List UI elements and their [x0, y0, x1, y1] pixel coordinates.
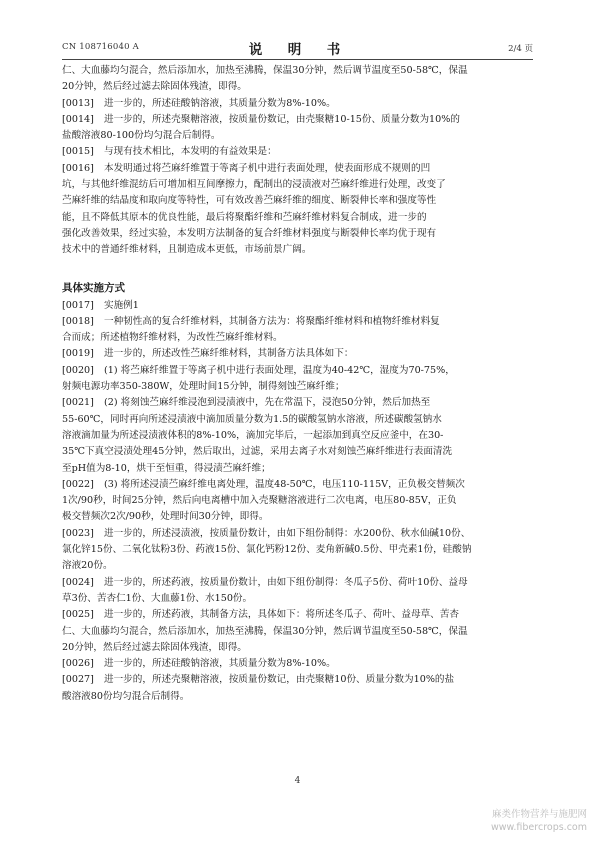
paragraph-number: [0020]: [62, 364, 94, 376]
text-line: 仁、大血藤均匀混合，然后添加水，加热至沸腾，保温30分钟，然后调节温度至50-58℃，保温: [62, 65, 468, 76]
paragraph-line: [62, 624, 533, 640]
paragraph-text: 实施例1: [104, 299, 139, 311]
paragraph-line: [62, 226, 533, 242]
paragraph-number: [0025]: [62, 609, 94, 621]
paragraph: [62, 96, 533, 112]
paragraph-text: 技术中的普通纤维材料，且制造成本更低，市场前景广阔。: [62, 244, 312, 256]
paragraph-text: 合而成；所述植物纤维材料，为改性苎麻纤维材料。: [62, 332, 283, 344]
paragraph-number: [0021]: [62, 397, 94, 409]
paragraph-line: [62, 412, 533, 428]
paragraph-text: 进一步的，所述壳聚糖溶液，按质量份数记，由壳聚糖10份、质量分数为10%的盐: [104, 674, 455, 686]
paragraph-number: [0016]: [62, 162, 94, 174]
paragraph-line: [62, 242, 533, 258]
paragraph-number: [0026]: [62, 658, 94, 670]
paragraph-line: [62, 607, 533, 623]
paragraph-number: [0015]: [62, 146, 94, 158]
paragraph-group-a: [62, 96, 533, 259]
paragraph-line: [62, 526, 533, 542]
paragraph-text: 1次/90秒，时间25分钟，然后向电离槽中加入壳聚糖溶液进行二次电离，电压80-85V，正负: [62, 495, 457, 507]
paragraph-number: [0027]: [62, 674, 94, 686]
paragraph: [62, 607, 533, 656]
paragraph: [62, 144, 533, 160]
paragraph-line: [62, 493, 533, 509]
paragraph-line: [62, 575, 533, 591]
paragraph-line: [62, 656, 533, 672]
paragraph-text: 射频电源功率350-380W，处理时间15分钟，制得刻蚀苎麻纤维；: [62, 381, 345, 393]
paragraph-line: [62, 177, 533, 193]
paragraph-text: 草3份、苦杏仁1份、大血藤1份、水150份。: [62, 592, 253, 604]
paragraph-line: [62, 461, 533, 477]
paragraph: [62, 395, 533, 476]
paragraph: [62, 363, 533, 396]
paragraph-number: [0018]: [62, 315, 94, 327]
paragraph-text: 20分钟，然后经过滤去除固体残渣，即得。: [62, 641, 247, 653]
paragraph-text: 进一步的，所述壳聚糖溶液，按质量份数记，由壳聚糖10-15份、质量分数为10%的: [104, 113, 460, 125]
paragraph-line: [62, 298, 533, 314]
paragraph-line: [62, 672, 533, 688]
paragraph: [62, 526, 533, 575]
paragraph-number: [0019]: [62, 348, 94, 360]
paragraph-line: [62, 96, 533, 112]
paragraph-line: [62, 363, 533, 379]
paragraph-text: 溶液20份。: [62, 560, 113, 572]
paragraph-text: 坑，与其他纤维混纺后可增加相互间摩擦力，配制出的浸渍液对苎麻纤维进行处理，改变了: [62, 179, 446, 191]
paragraph: [62, 575, 533, 608]
paragraph-number: [0014]: [62, 113, 94, 125]
paragraph-line: [62, 112, 533, 128]
paragraph-text: 进一步的，所述改性苎麻纤维材料，其制备方法具体如下：: [104, 348, 354, 360]
page-header: [62, 38, 533, 58]
paragraph-text: 氯化锌15份、二氧化钛粉3份、药液15份、氯化钙粉12份、麦角新碱0.5份、甲壳素1份，硅酸钠: [62, 544, 472, 556]
paragraph-text: 仁、大血藤均匀混合，然后添加水，加热至沸腾，保温30分钟，然后调节温度至50-58℃，保温: [62, 625, 468, 637]
paragraph-number: [0017]: [62, 299, 94, 311]
paragraph: [62, 161, 533, 259]
paragraph-text: 进一步的，所述药液，按质量份数计，由如下组份制得：冬瓜子5份、荷叶10份、益母: [104, 576, 468, 588]
paragraph-text: 进一步的，所述药液，其制备方法，具体如下：将所述冬瓜子、荷叶、益母草、苦杏: [104, 609, 459, 621]
paragraph-text: (2) 将刻蚀苎麻纤维浸泡到浸渍液中，先在常温下，浸泡50分钟，然后加热至: [104, 397, 431, 409]
paragraph-line: [62, 379, 533, 395]
paragraph-text: 极交替频次2次/90秒，处理时间30分钟，即得。: [62, 511, 269, 523]
paragraph-text: 35℃下真空浸渍处理45分钟，然后取出，过滤，采用去离子水对刻蚀苎麻纤维进行表面清洗: [62, 446, 453, 458]
patent-number: CN 108716040 A: [62, 42, 139, 52]
paragraph-line: [62, 558, 533, 574]
paragraph-line: [62, 210, 533, 226]
continued-text: [62, 63, 533, 96]
paragraph-line: [62, 144, 533, 160]
section-spacer: [62, 259, 533, 275]
document-body: [62, 63, 533, 705]
paragraph-number: [0013]: [62, 97, 94, 109]
paragraph-line: [62, 477, 533, 493]
paragraph-number: [0022]: [62, 478, 94, 490]
paragraph-text: 溶液滴加量为所述浸渍液体积的8%-10%，滴加完毕后，一起添加到真空反应釜中，在30-: [62, 429, 444, 441]
paragraph-line: [62, 591, 533, 607]
paragraph-line: [62, 444, 533, 460]
paragraph: [62, 477, 533, 526]
paragraph: [62, 112, 533, 145]
paragraph-line: [62, 128, 533, 144]
paragraph-text: 盐酸溶液80-100份均匀混合后制得。: [62, 130, 221, 142]
paragraph-line: [62, 346, 533, 362]
paragraph: [62, 672, 533, 705]
document-title: 说 明 书: [248, 42, 347, 58]
paragraph-line: [62, 161, 533, 177]
paragraph-text: 苎麻纤维的结晶度和取向度等特性，可有效改善苎麻纤维的细度、断裂伸长率和强度等性: [62, 195, 437, 207]
paragraph-text: 进一步的，所述浸渍液，按质量份数计，由如下组份制得：水200份、秋水仙碱10份、: [104, 527, 471, 539]
paragraph-text: 与现有技术相比，本发明的有益效果是：: [104, 146, 277, 158]
paragraph-text: 酸溶液80份均匀混合后制得。: [62, 690, 190, 702]
paragraph: [62, 346, 533, 362]
paragraph-line: [62, 542, 533, 558]
paragraph-text: (1) 将苎麻纤维置于等离子机中进行表面处理，温度为40-42℃，湿度为70-75%，: [104, 364, 455, 376]
paragraph: [62, 656, 533, 672]
paragraph-number: [0023]: [62, 527, 94, 539]
paragraph-line: [62, 314, 533, 330]
paragraph-number: [0024]: [62, 576, 94, 588]
paragraph-text: 进一步的，所述硅酸钠溶液，其质量分数为8%-10%。: [104, 97, 336, 109]
paragraph-group-b: [62, 298, 533, 705]
paragraph-text: 进一步的，所述硅酸钠溶液，其质量分数为8%-10%。: [104, 658, 336, 670]
paragraph: [62, 314, 533, 347]
watermark-line-2: www.fibercrops.com: [490, 822, 587, 833]
paragraph-line: [62, 330, 533, 346]
paragraph-line: [62, 640, 533, 656]
paragraph-line: [62, 395, 533, 411]
paragraph-line: [62, 509, 533, 525]
text-line: 20分钟，然后经过滤去除固体残渣，即得。: [62, 81, 247, 93]
paragraph-line: [62, 689, 533, 705]
watermark: [491, 808, 587, 834]
paragraph-text: 一种韧性高的复合纤维材料，其制备方法为：将聚酯纤维材料和植物纤维材料复: [104, 315, 440, 327]
header-divider: [62, 59, 533, 60]
paragraph-line: [62, 193, 533, 209]
page-number: 4: [294, 776, 301, 786]
page-indicator: 2/4 页: [508, 44, 533, 54]
paragraph-text: 能，且不降低其原本的优良性能，最后将聚酯纤维和苎麻纤维材料复合制成，进一步的: [62, 211, 427, 223]
paragraph-text: 55-60℃，同时再向所述浸渍液中滴加质量分数为1.5的碳酸氢钠水溶液，所述碳酸氢钠水: [62, 413, 442, 425]
paragraph-text: 强化改善效果，经过实验，本发明方法制备的复合纤维材料强度与断裂伸长率均优于现有: [62, 227, 437, 239]
paragraph-text: (3) 将所述浸渍苎麻纤维电离处理，温度48-50℃，电压110-115V，正负极交替频次: [104, 478, 465, 490]
paragraph-text: 至pH值为8-10，烘干至恒重，得浸渍苎麻纤维；: [62, 462, 271, 474]
paragraph-text: 本发明通过将苎麻纤维置于等离子机中进行表面处理，使表面形成不规则的凹: [104, 162, 431, 174]
section-title: 具体实施方式: [62, 281, 125, 294]
paragraph: [62, 298, 533, 314]
watermark-line-1: 麻类作物营养与施肥网: [491, 809, 587, 820]
paragraph-line: [62, 428, 533, 444]
